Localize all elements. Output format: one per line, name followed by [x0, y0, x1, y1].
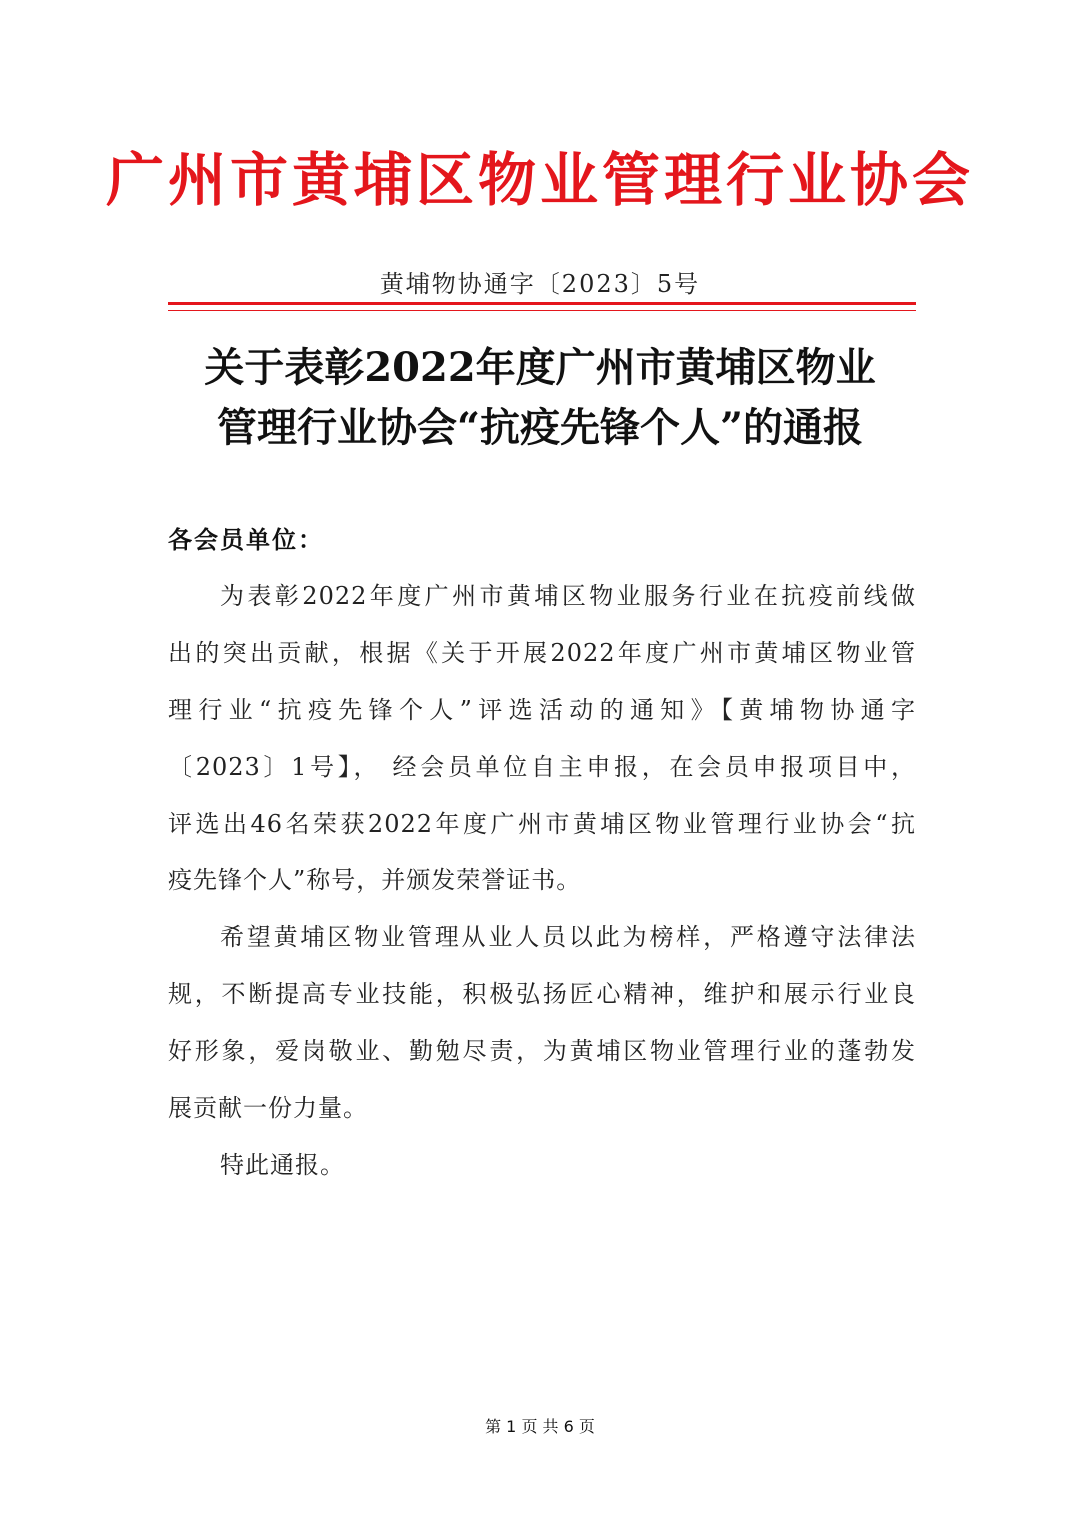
document-number: 黄埔物协通字〔2023〕5号	[379, 270, 701, 298]
title-line-1: 关于表彰2022年度广州市黄埔区物业	[204, 344, 876, 391]
paragraph-1-line: 出的突出贡献，根据《关于开展2022年度广州市黄埔区物业管	[168, 638, 916, 667]
paragraph-1-line: 〔2023〕1号】， 经会员单位自主申报，在会员申报项目中，	[168, 752, 916, 781]
closing-remark: 特此通报。	[220, 1150, 345, 1179]
paragraph-1-line: 为表彰2022年度广州市黄埔区物业服务行业在抗疫前线做	[220, 582, 916, 610]
paragraph-2-line: 展贡献一份力量。	[168, 1094, 368, 1123]
title-line-2: 管理行业协会“抗疫先锋个人”的通报	[216, 404, 863, 451]
organization-header: 广州市黄埔区物业管理行业协会	[105, 146, 974, 214]
red-divider-thick	[168, 302, 916, 305]
paragraph-1-line: 疫先锋个人”称号，并颁发荣誉证书。	[168, 866, 582, 895]
paragraph-1-line: 评选出46名荣获2022年度广州市黄埔区物业管理行业协会“抗	[168, 809, 916, 838]
document-body	[168, 576, 916, 1202]
paragraph-2-line: 希望黄埔区物业管理从业人员以此为榜样，严格遵守法律法	[220, 923, 916, 952]
paragraph-1-line: 理行业“抗疫先锋个人”评选活动的通知》【黄埔物协通字	[168, 695, 916, 724]
page-indicator: 第 1 页 共 6 页	[485, 1417, 595, 1436]
red-divider-thin	[168, 310, 916, 311]
document-title	[150, 338, 930, 458]
paragraph-2-line: 规，不断提高专业技能，积极弘扬匠心精神，维护和展示行业良	[168, 980, 916, 1009]
salutation: 各会员单位：	[168, 525, 324, 554]
paragraph-2-line: 好形象，爱岗敬业、勤勉尽责，为黄埔区物业管理行业的蓬勃发	[168, 1037, 916, 1066]
